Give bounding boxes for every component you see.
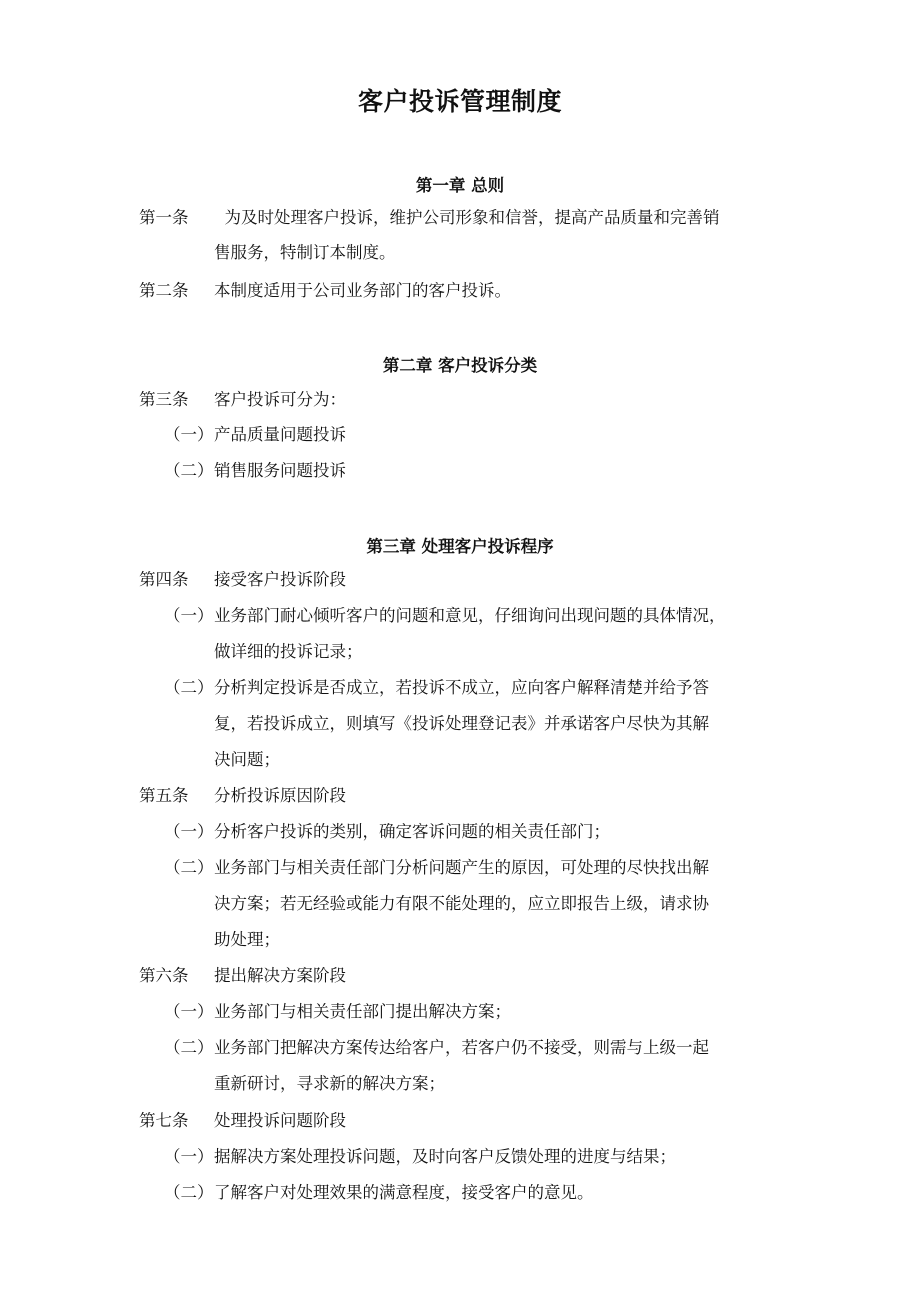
sub-item-continuation: 决问题；	[214, 750, 280, 769]
article-continuation: 售服务，特制订本制度。	[214, 243, 396, 262]
sub-item	[164, 1183, 594, 1203]
sub-item	[164, 461, 346, 481]
article-text: 本制度适用于公司业务部门的客户投诉。	[214, 281, 511, 300]
sub-item-continuation: 复，若投诉成立，则填写《投诉处理登记表》并承诺客户尽快为其解	[214, 714, 709, 733]
article-text: 分析投诉原因阶段	[214, 786, 346, 805]
sub-item	[164, 1038, 709, 1058]
article-text: 为及时处理客户投诉，维护公司形象和信誉，提高产品质量和完善销	[214, 208, 720, 227]
article-label: 第三条	[139, 390, 189, 409]
sub-item-continuation: 做详细的投诉记录；	[214, 642, 363, 661]
article-label: 第二条	[139, 281, 189, 300]
sub-item-text: 了解客户对处理效果的满意程度，接受客户的意见。	[214, 1183, 594, 1202]
sub-item-text: 分析判定投诉是否成立，若投诉不成立，应向客户解释清楚并给予答	[214, 678, 709, 697]
sub-item-text: 业务部门把解决方案传达给客户，若客户仍不接受，则需与上级一起	[214, 1038, 709, 1057]
sub-item	[164, 1002, 511, 1022]
sub-item-label: （一）	[164, 822, 214, 841]
sub-item-text: 业务部门与相关责任部门提出解决方案；	[214, 1002, 511, 1021]
chapter-heading: 第一章 总则	[415, 176, 505, 195]
sub-item-label: （一）	[164, 1002, 214, 1021]
article-label: 第四条	[139, 570, 189, 589]
sub-item-label: （二）	[164, 858, 214, 877]
chapter-heading: 第二章 客户投诉分类	[382, 356, 538, 375]
article-line	[139, 208, 720, 228]
sub-item-label: （二）	[164, 1183, 214, 1202]
sub-item-text: 分析客户投诉的类别，确定客诉问题的相关责任部门；	[214, 822, 610, 841]
sub-item-text: 业务部门与相关责任部门分析问题产生的原因，可处理的尽快找出解	[214, 858, 709, 877]
sub-item	[164, 425, 346, 445]
sub-item-text: 销售服务问题投诉	[214, 461, 346, 480]
document-title: 客户投诉管理制度	[357, 87, 562, 116]
article-line	[139, 570, 346, 590]
sub-item-label: （二）	[164, 461, 214, 480]
article-text: 提出解决方案阶段	[214, 966, 346, 985]
sub-item-continuation: 助处理；	[214, 930, 280, 949]
sub-item-text: 据解决方案处理投诉问题，及时向客户反馈处理的进度与结果；	[214, 1147, 676, 1166]
article-text: 处理投诉问题阶段	[214, 1111, 346, 1130]
article-label: 第五条	[139, 786, 189, 805]
article-line	[139, 390, 346, 410]
article-line	[139, 786, 346, 806]
article-text: 客户投诉可分为：	[214, 390, 346, 409]
sub-item	[164, 606, 726, 626]
sub-item-text: 业务部门耐心倾听客户的问题和意见，仔细询问出现问题的具体情况，	[214, 606, 726, 625]
chapter-heading: 第三章 处理客户投诉程序	[366, 537, 554, 556]
sub-item	[164, 1147, 676, 1167]
article-text: 接受客户投诉阶段	[214, 570, 346, 589]
sub-item-label: （一）	[164, 1147, 214, 1166]
article-label: 第六条	[139, 966, 189, 985]
sub-item-label: （二）	[164, 678, 214, 697]
article-line	[139, 1111, 346, 1131]
sub-item	[164, 822, 610, 842]
sub-item-label: （一）	[164, 425, 214, 444]
sub-item-text: 产品质量问题投诉	[214, 425, 346, 444]
sub-item	[164, 678, 709, 698]
sub-item	[164, 858, 709, 878]
article-label: 第一条	[139, 208, 189, 227]
sub-item-continuation: 决方案；若无经验或能力有限不能处理的，应立即报告上级，请求协	[214, 894, 709, 913]
article-label: 第七条	[139, 1111, 189, 1130]
article-line	[139, 966, 346, 986]
article-line	[139, 281, 511, 301]
sub-item-label: （二）	[164, 1038, 214, 1057]
sub-item-label: （一）	[164, 606, 214, 625]
sub-item-continuation: 重新研讨，寻求新的解决方案；	[214, 1074, 445, 1093]
